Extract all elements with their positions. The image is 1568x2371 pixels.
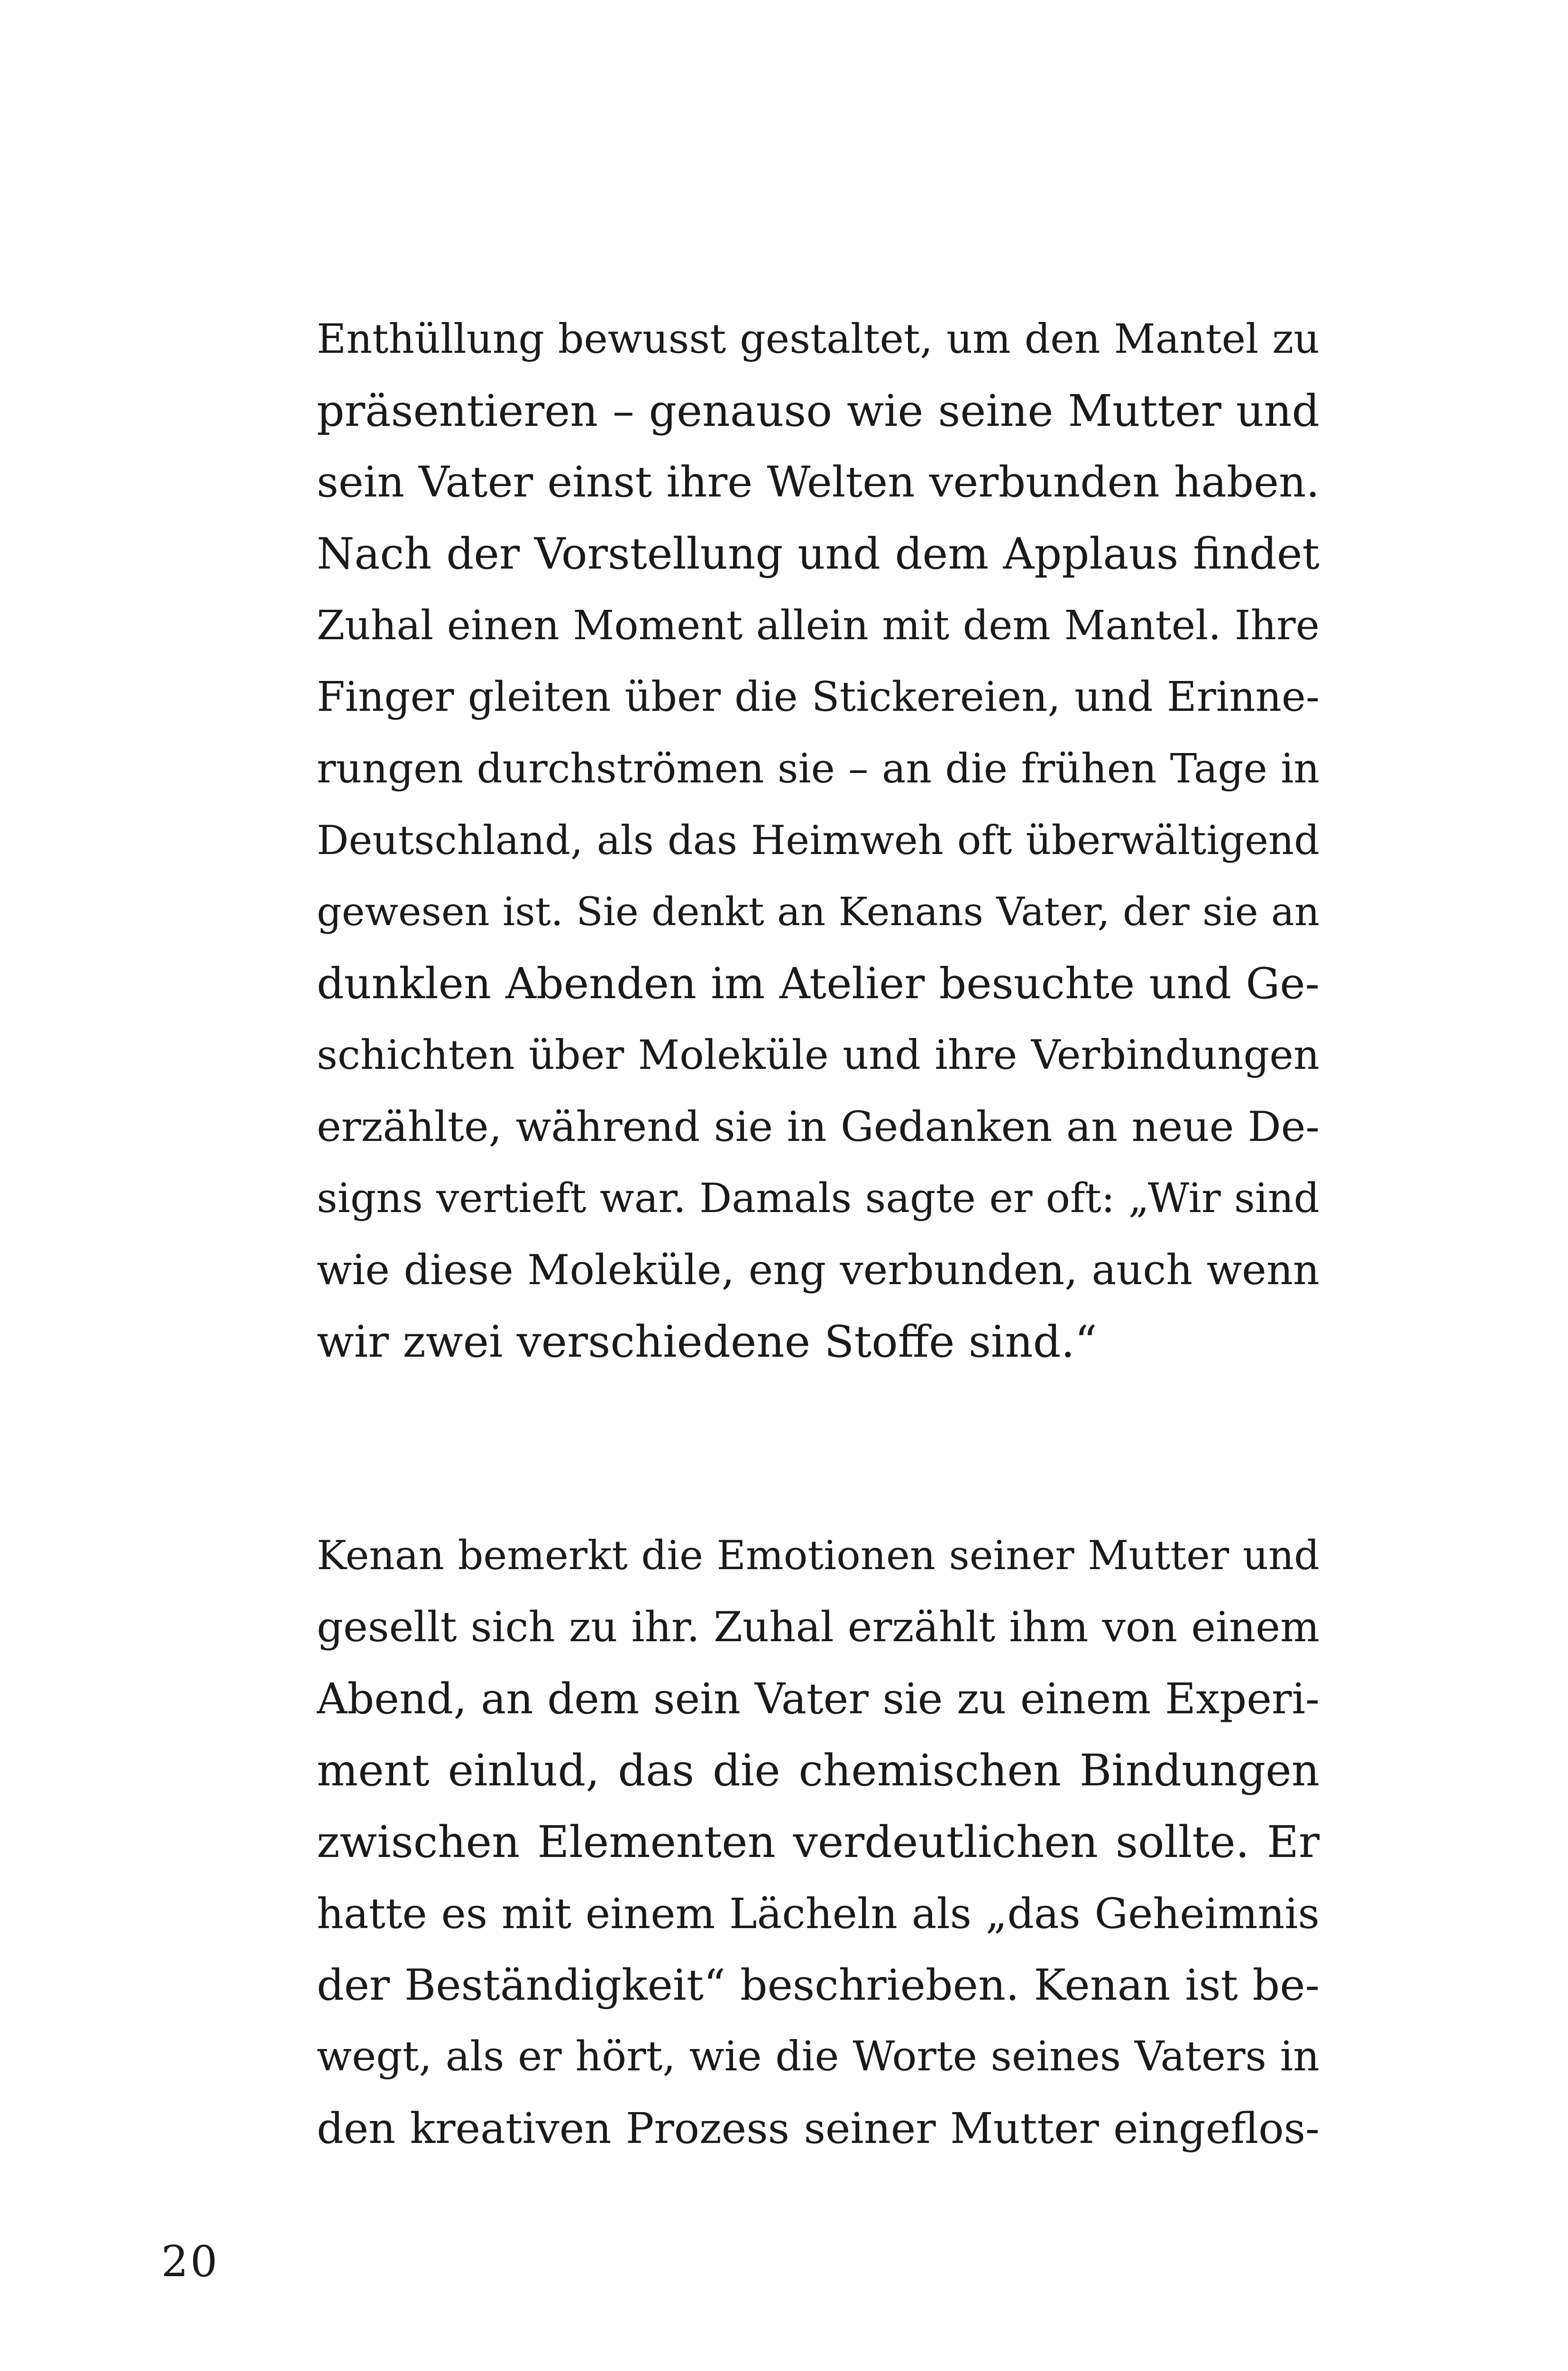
text-line: gewesen ist. Sie denkt an Kenans Vater, der sie an xyxy=(317,890,1320,935)
text-line: den kreativen Prozess seiner Mutter eingeflos- xyxy=(317,2104,1320,2153)
text-line: ment einlud, das die chemischen Bindungen xyxy=(317,1745,1320,1796)
paragraph-2 xyxy=(317,1520,1320,2164)
text-line: Deutschland, als das Heimweh oft überwältigend xyxy=(317,817,1320,864)
text-line: Finger gleiten über die Stickereien, und Erinne- xyxy=(317,673,1320,721)
text-line: dunklen Abenden im Atelier besuchte und Ge- xyxy=(317,959,1320,1009)
text-line: Abend, an dem sein Vater sie zu einem Experi- xyxy=(317,1674,1320,1723)
text-line: signs vertieft war. Damals sagte er oft: „Wir sind xyxy=(317,1175,1320,1222)
text-line: zwischen Elementen verdeutlichen sollte. Er xyxy=(317,1817,1320,1867)
text-line: schichten über Moleküle und ihre Verbindungen xyxy=(317,1032,1320,1079)
text-line: Kenan bemerkt die Emotionen seiner Mutter und xyxy=(317,1532,1320,1579)
paragraph-1 xyxy=(317,303,1320,1378)
text-line: Zuhal einen Moment allein mit dem Mantel. Ihre xyxy=(317,602,1320,649)
text-line: Enthüllung bewusst gestaltet, um den Mantel zu xyxy=(317,316,1320,363)
text-line: präsentieren – genauso wie seine Mutter und xyxy=(317,386,1320,436)
text-line: wie diese Moleküle, eng verbunden, auch wenn xyxy=(317,1246,1320,1294)
text-line: hatte es mit einem Lächeln als „das Geheimnis xyxy=(317,1889,1320,1938)
text-line: wegt, als er hört, wie die Worte seines Vaters in xyxy=(317,2033,1320,2080)
page-number: 20 xyxy=(161,2237,220,2287)
text-line: gesellt sich zu ihr. Zuhal erzählt ihm von einem xyxy=(317,1603,1320,1651)
text-line: erzählte, während sie in Gedanken an neue De- xyxy=(317,1103,1320,1151)
text-line: der Beständigkeit“ beschrieben. Kenan ist be- xyxy=(317,1960,1320,2010)
body-text xyxy=(317,303,1320,2164)
text-line: rungen durchströmen sie – an die frühen Tage in xyxy=(317,745,1320,792)
text-line: wir zwei verschiedene Stoffe sind.“ xyxy=(317,1316,1097,1367)
text-line: Nach der Vorstellung und dem Applaus findet xyxy=(317,529,1320,579)
text-line: sein Vater einst ihre Welten verbunden haben. xyxy=(317,458,1320,507)
